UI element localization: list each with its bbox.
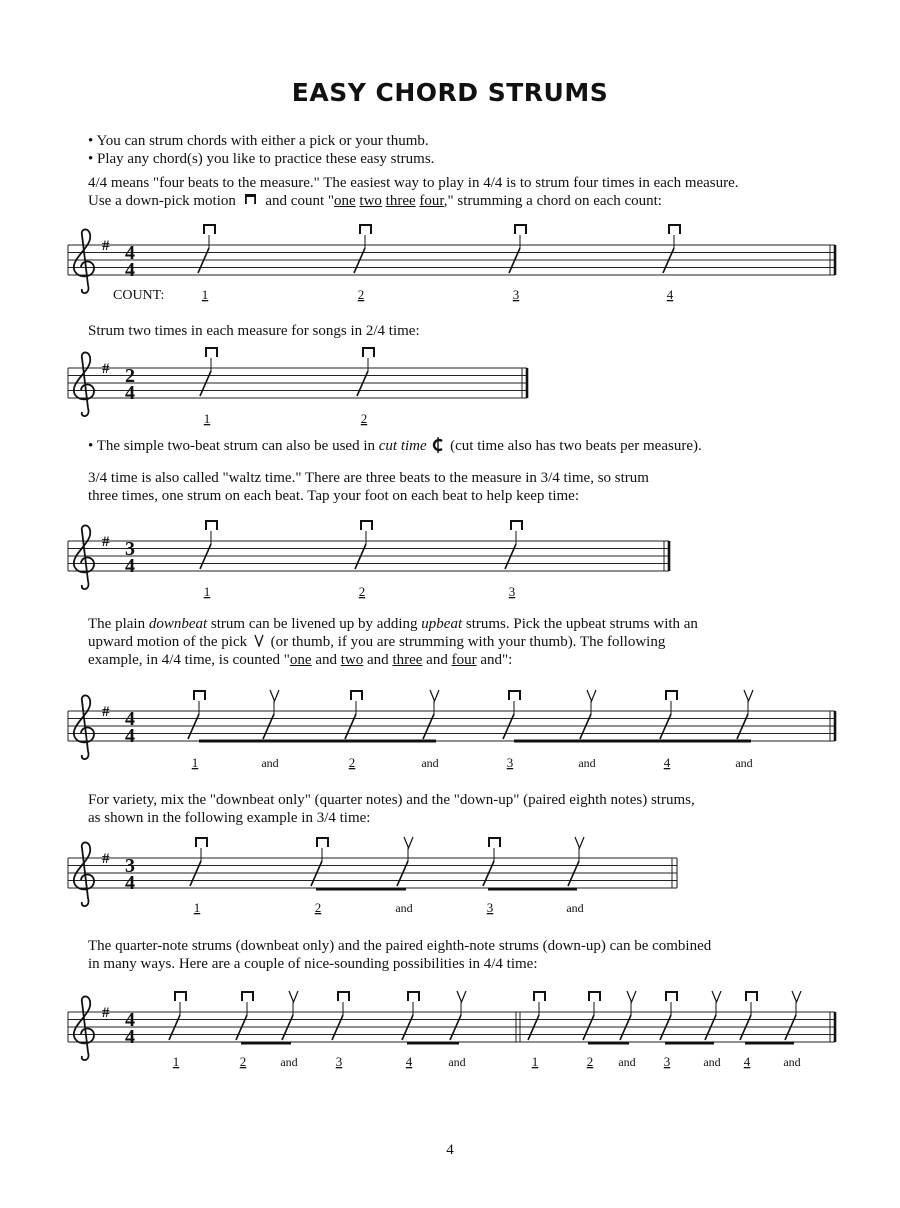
time-signature-top: 2	[125, 365, 135, 387]
count-label: 1	[203, 584, 211, 599]
down-strum-icon	[317, 838, 328, 847]
downbeat-term: downbeat	[148, 616, 208, 632]
down-strum-icon	[669, 225, 680, 234]
sharp-sign-icon: #	[102, 361, 110, 377]
text-fragment: ," strumming a chord on each count:	[443, 193, 662, 209]
down-strum-icon	[242, 992, 253, 1001]
count-word-one: one	[334, 193, 356, 209]
count-label: 4	[405, 1054, 413, 1069]
count-label: 2	[357, 287, 365, 302]
count-label: 2	[358, 584, 366, 599]
para-waltz-line2: three times, one strum on each beat. Tap your foot on each beat to help keep time:	[88, 488, 580, 504]
para-combined-line2: in many ways. Here are a couple of nice-sounding possibilities in 4/4 time:	[88, 956, 538, 972]
time-signature-top: 3	[125, 855, 135, 877]
count-label: 3	[335, 1054, 343, 1069]
count-label: and	[421, 756, 439, 770]
count-word-four: four	[419, 193, 444, 209]
count-label: 3	[506, 755, 514, 770]
down-strum-icon	[206, 348, 217, 357]
sharp-sign-icon: #	[102, 851, 110, 867]
para-variety-line2: as shown in the following example in 3/4 time:	[88, 810, 371, 826]
treble-clef-icon	[74, 695, 94, 759]
count-label: 2	[239, 1054, 247, 1069]
bullet-pick-or-thumb: • You can strum chords with either a pick or your thumb.	[88, 133, 429, 149]
count-label: 1	[531, 1054, 539, 1069]
sharp-sign-icon: #	[102, 704, 110, 720]
count-label: 4	[663, 755, 671, 770]
count-word-two: two	[359, 193, 382, 209]
count-label: 4	[666, 287, 674, 302]
count-label: 1	[172, 1054, 180, 1069]
up-strum-icon	[587, 690, 596, 701]
count-label: 3	[508, 584, 516, 599]
upbeat-term: upbeat	[421, 616, 463, 632]
para-four-four-line1: 4/4 means "four beats to the measure." The easiest way to play in 4/4 is to strum four times in each measure.	[88, 175, 739, 191]
treble-clef-icon	[74, 352, 94, 416]
count-label: 3	[486, 900, 494, 915]
count-label: and	[566, 901, 584, 915]
time-signature-top: 4	[125, 1009, 135, 1031]
count-label: and	[280, 1055, 298, 1069]
text-fragment: Use a down-pick motion	[88, 193, 236, 209]
up-strum-icon	[627, 991, 636, 1002]
count-label: and	[618, 1055, 636, 1069]
count-label: 2	[348, 755, 356, 770]
down-strum-icon	[363, 348, 374, 357]
time-signature-top: 3	[125, 538, 135, 560]
down-strum-icon	[511, 521, 522, 530]
para-combined-line1: The quarter-note strums (downbeat only) and the paired eighth-note strums (down-up) can be combined	[88, 938, 712, 954]
cut-time-term: cut time	[378, 438, 427, 454]
count-label: 2	[360, 411, 368, 426]
text-fragment: (cut time also has two beats per measure).	[446, 438, 702, 454]
down-strum-icon	[589, 992, 600, 1001]
treble-clef-icon	[74, 525, 94, 589]
sharp-sign-icon: #	[102, 238, 110, 254]
count-prefix-label: COUNT:	[113, 288, 165, 303]
down-strum-icon	[360, 225, 371, 234]
time-signature-top: 4	[125, 708, 135, 730]
text-fragment: (or thumb, if you are strumming with your thumb). The following	[266, 634, 666, 650]
down-strum-icon	[408, 992, 419, 1001]
down-strum-icon	[206, 521, 217, 530]
text-fragment: strums. Pick the upbeat strums with an	[462, 616, 698, 632]
count-label: and	[783, 1055, 801, 1069]
down-strum-icon	[489, 838, 500, 847]
down-strum-icon	[361, 521, 372, 530]
count-label: and	[735, 756, 753, 770]
count-word-one: one	[289, 652, 312, 668]
down-strum-icon	[534, 992, 545, 1001]
treble-clef-icon	[74, 996, 94, 1060]
up-strum-icon	[457, 991, 466, 1002]
time-signature-bottom: 4	[125, 725, 135, 747]
down-strum-icon	[746, 992, 757, 1001]
up-strum-icon	[712, 991, 721, 1002]
text-fragment: strum can be livened up by adding	[207, 616, 422, 632]
text-fragment: • The simple two-beat strum can also be used in	[88, 438, 379, 454]
down-strum-icon	[175, 992, 186, 1001]
up-strum-icon	[575, 837, 584, 848]
down-strum-icon	[351, 691, 362, 700]
count-word-three: three	[392, 652, 423, 668]
text-fragment: The plain	[88, 616, 149, 632]
count-label: 1	[193, 900, 201, 915]
up-strum-icon	[270, 690, 279, 701]
text-fragment: and	[311, 652, 341, 668]
page-number: 4	[446, 1142, 454, 1158]
sharp-sign-icon: #	[102, 534, 110, 550]
text-fragment: example, in 4/4 time, is counted "	[88, 652, 290, 668]
count-word-two: two	[340, 652, 364, 668]
text-fragment: upward motion of the pick	[88, 634, 248, 650]
down-strum-icon	[509, 691, 520, 700]
time-signature-top: 4	[125, 242, 135, 264]
up-strum-icon	[289, 991, 298, 1002]
para-variety-line1: For variety, mix the "downbeat only" (quarter notes) and the "down-up" (paired eighth notes) strums,	[88, 792, 695, 808]
staff-s1	[68, 225, 835, 303]
para-waltz-line1: 3/4 time is also called "waltz time." There are three beats to the measure in 3/4 time, so strum	[88, 470, 649, 486]
up-strum-icon	[404, 837, 413, 848]
count-label: and	[261, 756, 279, 770]
down-strum-icon	[666, 992, 677, 1001]
down-strum-icon	[196, 838, 207, 847]
staff-s3	[68, 521, 669, 599]
count-label: 1	[203, 411, 211, 426]
count-word-three: three	[385, 193, 416, 209]
down-strum-icon	[194, 691, 205, 700]
down-strum-icon	[666, 691, 677, 700]
sharp-sign-icon: #	[102, 1005, 110, 1021]
staff-s4	[68, 690, 835, 770]
bullet-any-chord: • Play any chord(s) you like to practice these easy strums.	[88, 151, 435, 167]
count-label: 3	[512, 287, 520, 302]
count-label: 4	[743, 1054, 751, 1069]
count-label: 1	[191, 755, 199, 770]
text-fragment: and":	[476, 652, 513, 668]
count-label: 1	[201, 287, 209, 302]
time-signature-bottom: 4	[125, 872, 135, 894]
staff-s2	[68, 348, 527, 426]
up-strum-icon	[744, 690, 753, 701]
count-label: and	[578, 756, 596, 770]
text-fragment: and count "	[265, 193, 334, 209]
time-signature-bottom: 4	[125, 259, 135, 281]
staff-s6	[68, 991, 835, 1069]
text-fragment: and	[422, 652, 452, 668]
staff-s5	[68, 837, 677, 915]
text-fragment: and	[363, 652, 393, 668]
down-strum-icon	[515, 225, 526, 234]
time-signature-bottom: 4	[125, 1026, 135, 1048]
time-signature-bottom: 4	[125, 555, 135, 577]
down-strum-icon	[204, 225, 215, 234]
count-word-four: four	[451, 652, 477, 668]
treble-clef-icon	[74, 229, 94, 293]
count-label: 2	[314, 900, 322, 915]
up-strum-icon	[792, 991, 801, 1002]
count-label: 3	[663, 1054, 671, 1069]
up-strum-icon	[430, 690, 439, 701]
time-signature-bottom: 4	[125, 382, 135, 404]
treble-clef-icon	[74, 842, 94, 906]
count-label: 2	[586, 1054, 594, 1069]
down-strum-icon	[338, 992, 349, 1001]
page-title: EASY CHORD STRUMS	[291, 78, 609, 107]
para-two-four: Strum two times in each measure for songs in 2/4 time:	[88, 323, 420, 339]
count-label: and	[395, 901, 413, 915]
count-label: and	[448, 1055, 466, 1069]
count-label: and	[703, 1055, 721, 1069]
